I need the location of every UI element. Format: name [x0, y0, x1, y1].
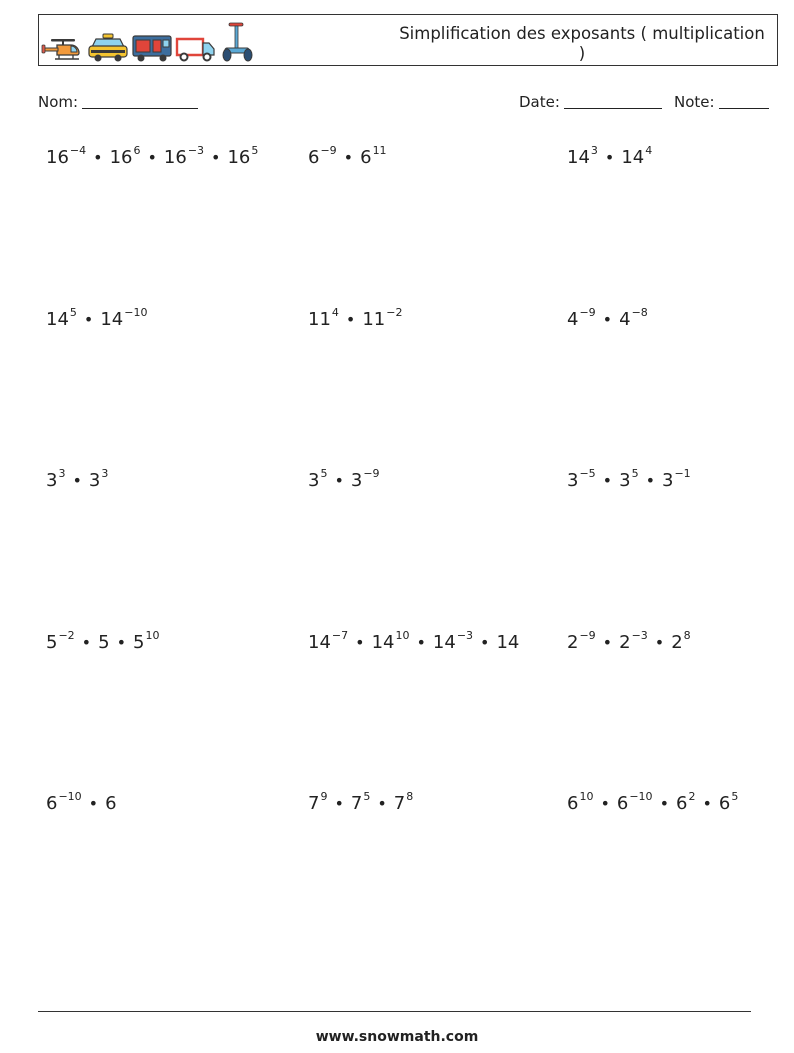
- problem-7: [46, 469, 108, 491]
- base: 14: [621, 147, 645, 168]
- base: 5: [98, 632, 110, 653]
- power-term: [350, 467, 380, 491]
- exponent: −8: [631, 306, 648, 319]
- power-term: [133, 629, 160, 653]
- power-term: [616, 790, 653, 814]
- power-term: [227, 144, 259, 168]
- exponent: −5: [579, 467, 596, 480]
- base: 7: [350, 793, 363, 814]
- problem-13: [46, 792, 117, 814]
- power-term: [100, 306, 148, 330]
- multiply-dot: •: [88, 794, 99, 813]
- multiply-dot: •: [602, 471, 613, 490]
- multiply-dot: •: [147, 148, 157, 167]
- exponent: −1: [674, 467, 691, 480]
- base: 6: [616, 793, 629, 814]
- problem-1: [46, 146, 258, 168]
- base: 6: [360, 147, 372, 168]
- base: 16: [227, 147, 251, 168]
- multiply-dot: •: [604, 148, 615, 167]
- multiply-dot: •: [377, 794, 387, 813]
- exponent: 5: [731, 790, 739, 803]
- power-term: [567, 144, 598, 168]
- power-term: [46, 467, 66, 491]
- grade-label: Note:: [674, 93, 715, 111]
- exponent: −3: [456, 629, 474, 642]
- problem-9: [567, 469, 691, 491]
- power-term: [393, 790, 414, 814]
- power-term: [46, 144, 87, 168]
- power-term: [46, 629, 75, 653]
- power-term: [371, 629, 410, 653]
- exponent: −4: [69, 144, 87, 157]
- multiply-dot: •: [343, 148, 354, 167]
- power-term: [109, 144, 141, 168]
- power-term: [308, 306, 339, 330]
- power-term: [362, 306, 403, 330]
- multiply-dot: •: [702, 794, 712, 813]
- power-term: [567, 467, 596, 491]
- base: 4: [567, 309, 579, 330]
- exponent: 8: [683, 629, 691, 642]
- exponent: 11: [372, 144, 387, 157]
- power-term: [360, 144, 387, 168]
- power-term: [567, 306, 596, 330]
- base: 6: [46, 793, 58, 814]
- exponent: −9: [320, 144, 337, 157]
- exponent: 3: [590, 144, 598, 157]
- problem-6: [567, 308, 648, 330]
- exponent: −9: [363, 467, 380, 480]
- exponent: 4: [331, 306, 339, 319]
- multiply-dot: •: [334, 471, 344, 490]
- base: 6: [718, 793, 731, 814]
- base: 11: [308, 309, 331, 330]
- exponent: −2: [386, 306, 403, 319]
- problem-3: [567, 146, 652, 168]
- base: 7: [393, 793, 406, 814]
- multiply-dot: •: [416, 633, 426, 652]
- problem-14: [308, 792, 413, 814]
- base: 6: [676, 793, 688, 814]
- multiply-dot: •: [600, 794, 610, 813]
- exponent: −3: [187, 144, 205, 157]
- power-term: [496, 632, 519, 653]
- base: 6: [308, 147, 320, 168]
- base: 3: [308, 470, 320, 491]
- multiply-dot: •: [602, 310, 613, 329]
- exponent: 8: [406, 790, 414, 803]
- multiply-dot: •: [81, 633, 92, 652]
- exponent: 5: [363, 790, 371, 803]
- exponent: −10: [58, 790, 82, 803]
- problem-12: [567, 631, 691, 653]
- power-term: [308, 790, 328, 814]
- exponent: 4: [645, 144, 653, 157]
- exponent: 3: [58, 467, 66, 480]
- power-term: [621, 144, 653, 168]
- worksheet-title: Simplification des exposants ( multiplication ): [399, 24, 765, 63]
- power-term: [676, 790, 696, 814]
- exponent: 9: [320, 790, 328, 803]
- exponent: 10: [579, 790, 594, 803]
- exponent: 5: [320, 467, 328, 480]
- base: 2: [619, 632, 631, 653]
- exponent: 3: [101, 467, 109, 480]
- power-term: [46, 306, 77, 330]
- multiply-dot: •: [211, 148, 221, 167]
- exponent: 5: [69, 306, 77, 319]
- base: 14: [432, 632, 456, 653]
- exponent: 2: [688, 790, 696, 803]
- exponent: −9: [579, 306, 596, 319]
- base: 14: [371, 632, 395, 653]
- base: 6: [567, 793, 579, 814]
- base: 14: [567, 147, 590, 168]
- base: 11: [362, 309, 386, 330]
- base: 5: [46, 632, 58, 653]
- power-term: [88, 467, 109, 491]
- exponent: 6: [133, 144, 141, 157]
- power-term: [619, 467, 639, 491]
- power-term: [98, 632, 109, 653]
- base: 4: [619, 309, 631, 330]
- base: 7: [308, 793, 320, 814]
- base: 14: [496, 632, 520, 653]
- power-term: [105, 793, 116, 814]
- base: 3: [350, 470, 363, 491]
- footer-divider: [38, 1011, 751, 1012]
- multiply-dot: •: [93, 148, 103, 167]
- power-term: [619, 306, 648, 330]
- multiply-dot: •: [116, 633, 126, 652]
- power-term: [46, 790, 82, 814]
- exponent: −2: [58, 629, 75, 642]
- exponent: 10: [145, 629, 160, 642]
- exponent: 10: [395, 629, 410, 642]
- multiply-dot: •: [645, 471, 655, 490]
- base: 16: [46, 147, 69, 168]
- base: 14: [308, 632, 331, 653]
- power-term: [662, 467, 691, 491]
- base: 3: [46, 470, 58, 491]
- power-term: [718, 790, 739, 814]
- power-term: [308, 144, 337, 168]
- base: 16: [109, 147, 133, 168]
- problem-8: [308, 469, 380, 491]
- base: 6: [105, 793, 117, 814]
- multiply-dot: •: [355, 633, 365, 652]
- power-term: [308, 629, 349, 653]
- multiply-dot: •: [345, 310, 356, 329]
- power-term: [671, 629, 691, 653]
- power-term: [163, 144, 205, 168]
- power-term: [350, 790, 371, 814]
- multiply-dot: •: [72, 471, 82, 490]
- exponent: 5: [251, 144, 259, 157]
- problem-4: [46, 308, 147, 330]
- multiply-dot: •: [659, 794, 669, 813]
- problem-2: [308, 146, 387, 168]
- multiply-dot: •: [83, 310, 94, 329]
- name-label: Nom:: [38, 93, 79, 111]
- problem-5: [308, 308, 402, 330]
- footer-url: www.snowmath.com: [315, 1029, 479, 1045]
- base: 2: [671, 632, 683, 653]
- power-term: [619, 629, 648, 653]
- base: 3: [567, 470, 579, 491]
- multiply-dot: •: [334, 794, 344, 813]
- base: 3: [619, 470, 631, 491]
- power-term: [432, 629, 474, 653]
- base: 14: [46, 309, 69, 330]
- base: 14: [100, 309, 124, 330]
- date-label: Date:: [519, 93, 560, 111]
- power-term: [567, 629, 596, 653]
- exponent: −10: [629, 790, 653, 803]
- multiply-dot: •: [654, 633, 665, 652]
- power-term: [308, 467, 328, 491]
- base: 3: [662, 470, 674, 491]
- exponent: 5: [631, 467, 639, 480]
- problem-15: [567, 792, 738, 814]
- exponent: −10: [124, 306, 148, 319]
- exponent: −9: [579, 629, 596, 642]
- exponent: −3: [631, 629, 648, 642]
- base: 3: [88, 470, 101, 491]
- problem-11: [308, 631, 519, 653]
- base: 5: [133, 632, 145, 653]
- base: 2: [567, 632, 579, 653]
- multiply-dot: •: [480, 633, 490, 652]
- exponent: −7: [331, 629, 349, 642]
- problem-10: [46, 631, 159, 653]
- multiply-dot: •: [602, 633, 613, 652]
- power-term: [567, 790, 594, 814]
- base: 16: [163, 147, 187, 168]
